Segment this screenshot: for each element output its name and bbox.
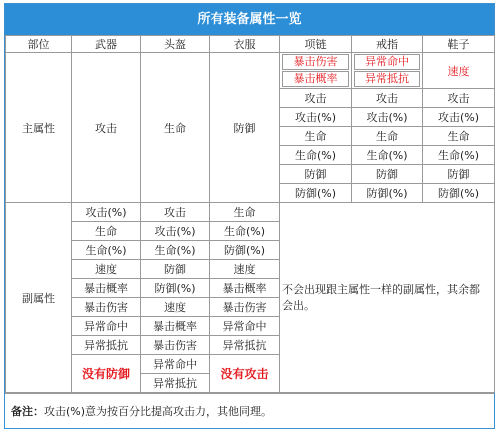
ring-attr: 生命(%) [352,146,423,165]
shoes-attr: 防御 [423,165,495,184]
sub-weapon-attr: 暴击伤害 [72,298,141,317]
sub-armor-attr: 异常命中 [210,317,280,336]
header-part: 部位 [6,36,72,53]
sub-helmet-attr: 防御(%) [141,279,210,298]
sub-weapon-attr: 异常命中 [72,317,141,336]
necklace-attr: 攻击(%) [280,108,352,127]
sub-weapon-attr: 生命 [72,222,141,241]
shoes-attr: 生命 [423,127,495,146]
sub-armor-attr: 速度 [210,260,280,279]
header-helmet: 头盔 [141,36,210,53]
ring-attr: 防御 [352,165,423,184]
footer-note [5,393,494,428]
sub-attr-note: 不会出现跟主属性一样的副属性，其余都会出。 [280,203,495,393]
sub-helmet-attr: 生命(%) [141,241,210,260]
shoes-attr: 攻击(%) [423,108,495,127]
sub-armor-attr: 生命(%) [210,222,280,241]
necklace-attr: 生命(%) [280,146,352,165]
footer-text: 攻击(%)意为按百分比提高攻击力，其他同理。 [44,405,273,418]
sub-weapon-attr: 攻击(%) [72,203,141,222]
sub-weapon-attr: 速度 [72,260,141,279]
sub-attr-label: 副属性 [6,203,72,393]
main-weapon: 攻击 [72,53,141,203]
shoes-speed: 速度 [423,53,495,89]
table-title: 所有装备属性一览 [5,4,494,35]
footer-label: 备注： [11,405,44,418]
ring-effect-resist: 异常抵抗 [354,71,420,87]
sub-helmet-attr: 防御 [141,260,210,279]
ring-attr: 攻击(%) [352,108,423,127]
necklace-attr: 防御(%) [280,184,352,203]
sub-helmet-attr: 攻击 [141,203,210,222]
sub-helmet-attr: 暴击伤害 [141,336,210,355]
necklace-attr: 攻击 [280,89,352,108]
shoes-attr: 防御(%) [423,184,495,203]
main-necklace-special [280,53,352,89]
sub-armor-attr: 异常抵抗 [210,336,280,355]
shoes-attr: 生命(%) [423,146,495,165]
header-ring: 戒指 [352,36,423,53]
sub-weapon-attr: 生命(%) [72,241,141,260]
sub-helmet-attr: 暴击概率 [141,317,210,336]
header-armor: 衣服 [210,36,280,53]
ring-attr: 生命 [352,127,423,146]
sub-helmet-attr: 异常抵抗 [141,374,210,393]
sub-weapon-attr: 暴击概率 [72,279,141,298]
sub-helmet-attr: 异常命中 [141,355,210,374]
main-attr-label: 主属性 [6,53,72,203]
header-shoes: 鞋子 [423,36,495,53]
necklace-attr: 生命 [280,127,352,146]
sub-helmet-attr: 速度 [141,298,210,317]
sub-weapon-attr: 异常抵抗 [72,336,141,355]
necklace-attr: 防御 [280,165,352,184]
necklace-crit-rate: 暴击概率 [282,71,349,87]
main-helmet: 生命 [141,53,210,203]
ring-effect-hit: 异常命中 [354,54,420,70]
ring-attr: 防御(%) [352,184,423,203]
ring-attr: 攻击 [352,89,423,108]
armor-no-attack: 没有攻击 [210,355,280,393]
attribute-table-container [4,3,495,429]
sub-armor-attr: 暴击伤害 [210,298,280,317]
weapon-no-defense: 没有防御 [72,355,141,393]
header-row [6,36,495,53]
main-ring-special [352,53,423,89]
sub-armor-attr: 生命 [210,203,280,222]
sub-armor-attr: 暴击概率 [210,279,280,298]
sub-helmet-attr: 攻击(%) [141,222,210,241]
shoes-attr: 攻击 [423,89,495,108]
attribute-table [5,35,495,393]
sub-row [6,203,495,222]
necklace-crit-damage: 暴击伤害 [282,54,349,70]
header-necklace: 项链 [280,36,352,53]
sub-armor-attr: 防御(%) [210,241,280,260]
main-armor: 防御 [210,53,280,203]
header-weapon: 武器 [72,36,141,53]
